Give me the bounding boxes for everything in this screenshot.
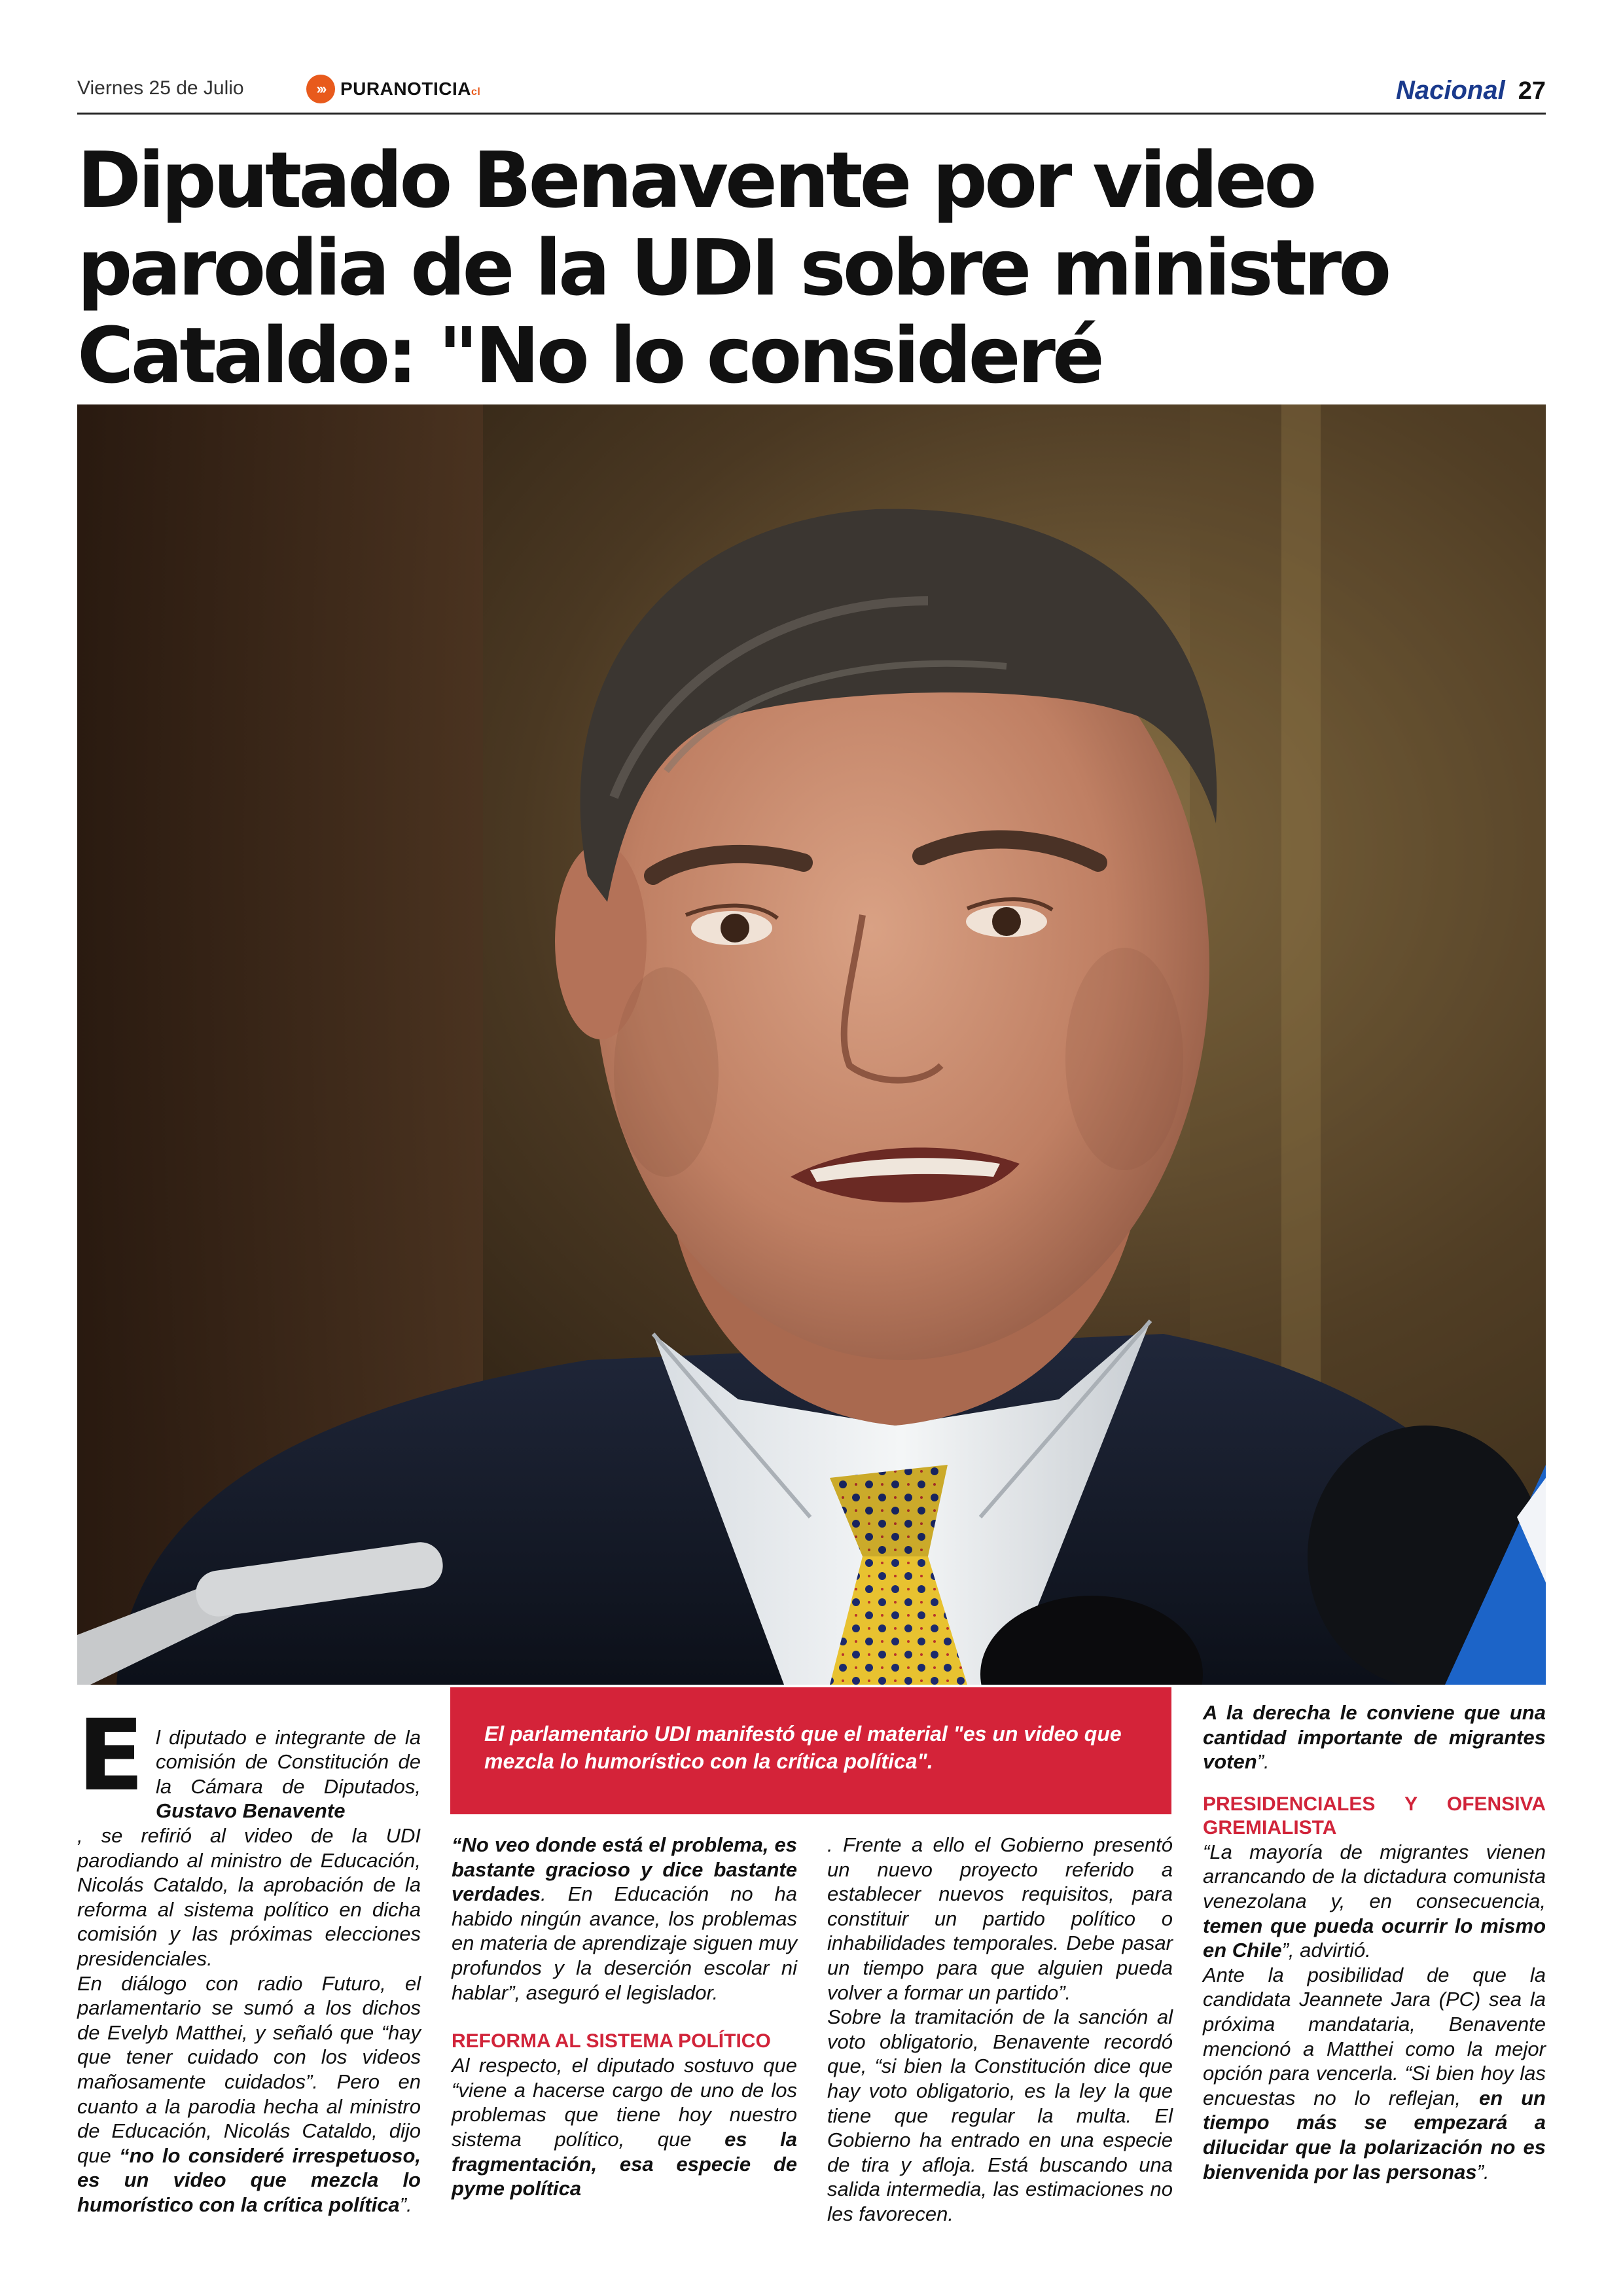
logo-text: PURANOTICIA — [340, 79, 471, 99]
logo-suffix: cl — [471, 86, 481, 98]
article-paragraph: Al respecto, el diputado sostuvo que “viene a hacerse cargo de uno de los problemas que tiene hoy nuestro sistema político, que es la fragmentación, esa especie de pyme política — [452, 2054, 798, 2200]
subheading-reforma: REFORMA AL SISTEMA POLÍTICO — [452, 2030, 771, 2053]
logo-wordmark — [340, 79, 480, 99]
section-name: Nacional — [1396, 76, 1505, 105]
article-paragraph: Ante la posibilidad de que la candidata Jeannete Jara (PC) sea la próxima mandataria, Benavente mencionó a Matthei como la mejor opción para vencerla. “Si bien hoy las encuestas no lo reflejan, en un tiempo más se empezará a dilucidar que la polarización no es bienvenida por las personas”. — [1203, 1963, 1546, 2183]
subheading-presidenciales: PRESIDENCIALES Y OFENSIVA GREMIALISTA — [1203, 1793, 1546, 1839]
article-paragraph: “La mayoría de migrantes vienen arrancando de la dictadura comunista venezolana y, en consecuencia, temen que pueda ocurrir lo mismo en Chile”, advirtió. — [1203, 1840, 1546, 1962]
article-paragraph: A la derecha le conviene que una cantidad importante de migrantes voten”. — [1203, 1701, 1546, 1774]
publication-logo[interactable] — [306, 73, 480, 105]
issue-date: Viernes 25 de Julio — [77, 77, 244, 99]
drop-cap: E — [77, 1699, 145, 1813]
politician-name: Gustavo Benavente — [156, 1799, 346, 1823]
article-paragraph: “No veo donde está el problema, es bastante gracioso y dice bastante verdades. En Educación no ha habido ningún avance, los problemas en materia de aprendizaje siguen muy profundos y la deserción escolar ni hablar”, aseguró el legislador. — [452, 1833, 797, 2004]
article-column-2 — [452, 1833, 797, 2201]
article-paragraph: En diálogo con radio Futuro, el parlamentario se sumó a los dichos de Evelyb Matthei, y señaló que “hay que tener cuidado con los videos mañosamente cuidados”. Pero en cuanto a la parodia hecha al ministro de Educación, Nicolás Cataldo, dijo que “no lo consideré irrespetuoso, es un video que mezcla lo humorístico con la crítica política”. — [77, 1971, 421, 2216]
forward-chevrons-icon: ››› — [306, 75, 335, 103]
article-paragraph: . Frente a ello el Gobierno presentó un nuevo proyecto referido a establecer nuevos requisitos, para constituir un partido político o inhabilidades temporales. Debe pasar un tiempo para que alguien pueda volver a formar un partido”. — [827, 1833, 1173, 2004]
article-headline: Diputado Benavente por video parodia de la UDI sobre ministro Cataldo: "No lo consideré — [77, 135, 1389, 401]
pull-quote-box — [450, 1687, 1171, 1814]
article-column-1 — [77, 1700, 421, 2217]
article-column-4 — [1203, 1700, 1546, 2184]
article-lead-continued: , se refirió al video de la UDI parodiando al ministro de Educación, Nicolás Cataldo, la aprobación de la reforma al sistema político en dicha comisión y las próximas elecciones presidenciales. — [77, 1823, 421, 1970]
article-column-3 — [827, 1833, 1173, 2227]
page-number: 27 — [1518, 77, 1546, 105]
pull-quote-text: El parlamentario UDI manifestó que el material "es un video que mezcla lo humorístico con la crítica política". — [484, 1722, 1122, 1773]
header-divider — [77, 113, 1546, 115]
article-photo — [77, 404, 1546, 1685]
section-label — [1396, 76, 1546, 105]
article-lead-paragraph: l diputado e integrante de la comisión de Constitución de la Cámara de Diputados, Gustavo Benavente — [156, 1725, 421, 1823]
article-paragraph: Sobre la tramitación de la sanción al voto obligatorio, Benavente recordó que, “si bien la Constitución dice que hay voto obligatorio, es la ley la que tiene que regular la multa. El Gobierno ha entrado en una especie de tira y afloja. Está buscando una salida intermedia, las estimaciones no les favorecen. — [827, 2005, 1173, 2225]
